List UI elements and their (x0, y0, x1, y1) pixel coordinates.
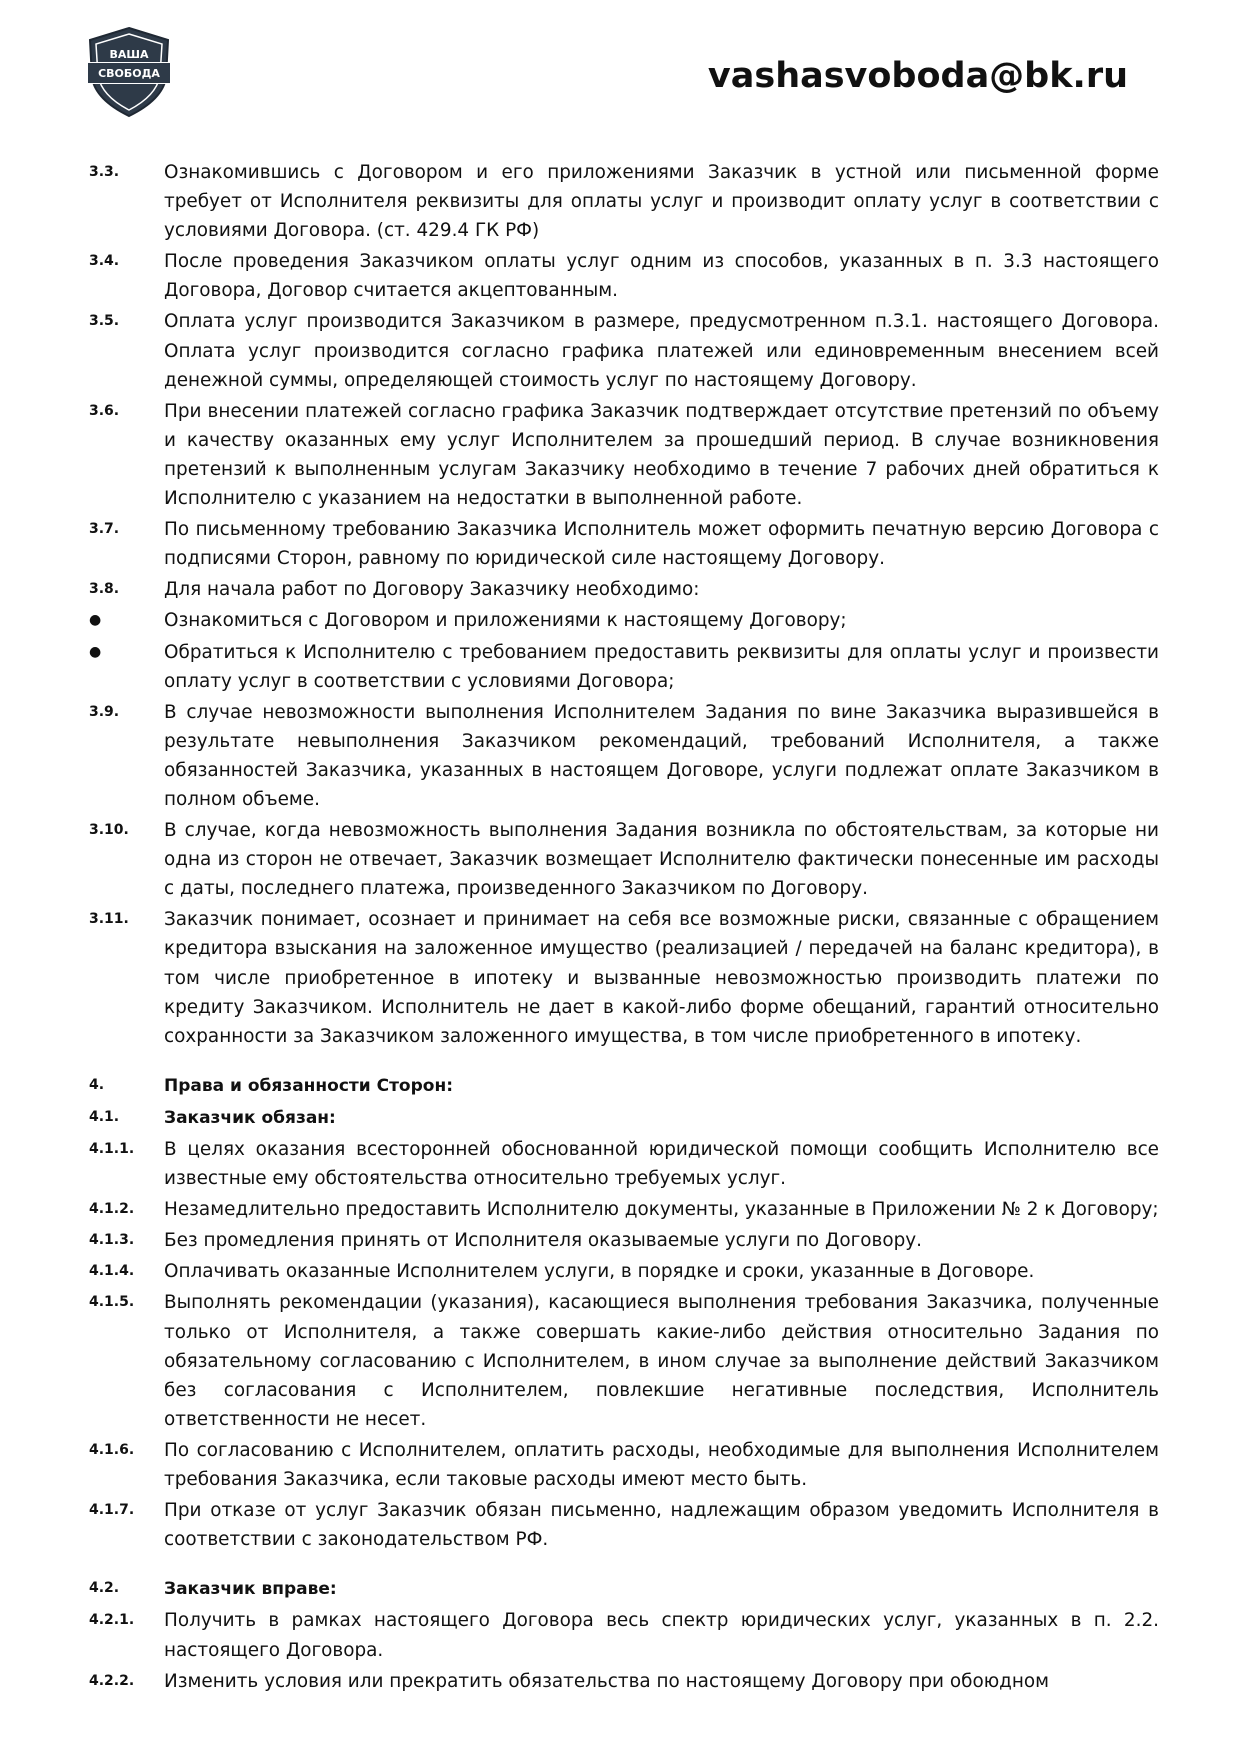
clause-number: 3.6. (89, 402, 120, 419)
section-gap (89, 1053, 1159, 1071)
clause-number: 4.1.3. (89, 1232, 135, 1249)
section-heading (89, 1574, 1159, 1604)
clause-paragraph (89, 816, 1159, 903)
clause-paragraph (89, 515, 1159, 573)
clause-text: Получить в рамках настоящего Договора весь спектр юридических услуг, указанных в п. 2.2. настоящего Договора. (164, 1610, 1159, 1661)
clause-text: Без промедления принять от Исполнителя оказываемые услуги по Договору. (164, 1230, 923, 1252)
clause-paragraph (89, 1606, 1159, 1664)
clause-number: 3.4. (89, 253, 120, 270)
contact-email: vashasvoboda@bk.ru (707, 56, 1128, 96)
clause-paragraph (89, 1135, 1159, 1193)
clause-number: 4.1.5. (89, 1294, 135, 1311)
clause-number: 4.2.2. (89, 1672, 135, 1689)
clause-text: Изменить условия или прекратить обязательства по настоящему Договору при обоюдном (164, 1670, 1050, 1692)
clause-text: Для начала работ по Договору Заказчику необходимо: (164, 579, 700, 601)
clause-paragraph (89, 247, 1159, 305)
section-gap (89, 1556, 1159, 1574)
clause-paragraph (89, 1257, 1159, 1286)
clause-text: После проведения Заказчиком оплаты услуг одним из способов, указанных в п. 3.3 настоящего Договора, Договор считается акцептованным. (164, 251, 1159, 302)
clause-text: Ознакомиться с Договором и приложениями к настоящему Договору; (164, 610, 847, 632)
clause-text: В случае, когда невозможность выполнения Задания возникла по обстоятельствам, за которые ни одна из сторон не отвечает, Заказчик возмещает Исполнителю фактически понесенные им расходы с даты, последнего платежа, произведенного Заказчиком по Договору. (164, 820, 1159, 900)
clause-paragraph (89, 1226, 1159, 1255)
clause-text: Заказчик вправе: (164, 1579, 337, 1600)
clause-text: Заказчик понимает, осознает и принимает на себя все возможные риски, связанные с обращением кредитора взыскания на заложенное имущество (реализацией / передачей на баланс кредитора), в том числе приобретенное в ипотеку и вызванные невозможностью производить платежи по кредиту Заказчиком. Исполнитель не дает в какой-либо форме обещаний, гарантий относительно сохранности за Заказчиком заложенного имущества, в том числе приобретенного в ипотеку. (164, 909, 1159, 1047)
clause-number: 4.1.6. (89, 1441, 135, 1458)
clause-number: 4.2.1. (89, 1612, 135, 1629)
clause-text: В целях оказания всесторонней обоснованной юридической помощи сообщить Исполнителю все известные ему обстоятельства относительно требуемых услуг. (164, 1139, 1159, 1190)
clause-number: 3.9. (89, 703, 120, 720)
clause-text: Незамедлительно предоставить Исполнителю документы, указанные в Приложении № 2 к Договору; (164, 1199, 1159, 1221)
clause-number: 3.8. (89, 581, 120, 598)
clause-number: 3.5. (89, 313, 120, 330)
clause-number: 3.3. (89, 164, 120, 180)
clause-text: Ознакомившись с Договором и его приложениями Заказчик в устной или письменной форме требует от Исполнителя реквизиты для оплаты услуг и производит оплату услуг в соответствии с условиями Договора. (ст. 429.4 ГК РФ) (164, 162, 1159, 242)
clause-text: В случае невозможности выполнения Исполнителем Задания по вине Заказчика выразившейся в результате невыполнения Заказчиком рекомендаций, требований Исполнителя, а также обязанностей Заказчика, указанных в настоящем Договоре, услуги подлежат оплате Заказчиком в полном объеме. (164, 701, 1159, 810)
clause-number: 4.1.1. (89, 1141, 135, 1157)
clause-text: Заказчик обязан: (164, 1107, 336, 1128)
clause-text: Оплата услуг производится Заказчиком в размере, предусмотренном п.3.1. настоящего Договора. Оплата услуг производится согласно графика платежей или единовременным внесением всей денежной суммы, определяющей стоимость услуг по настоящему Договору. (164, 311, 1159, 391)
clause-number: 3.11. (89, 911, 129, 928)
clause-number: 4.1.2. (89, 1201, 135, 1218)
clause-number: ● (89, 612, 102, 629)
clause-paragraph (89, 158, 1159, 245)
clause-paragraph (89, 905, 1159, 1050)
section-heading (89, 1071, 1159, 1101)
clause-text: Выполнять рекомендации (указания), касающиеся выполнения требования Заказчика, полученные только от Исполнителя, а также совершать какие-либо действия относительно Задания по обязательному согласованию с Исполнителем, в ином случае за выполнение действий Заказчиком без согласования с Исполнителем, повлекшие негативные последствия, Исполнитель ответственности не несет. (164, 1292, 1159, 1430)
clause-paragraph (89, 307, 1159, 394)
clause-number: ● (89, 643, 102, 660)
clause-paragraph (89, 1195, 1159, 1224)
clause-number: 4.2. (89, 1580, 120, 1597)
clause-number: 4.1.4. (89, 1263, 135, 1280)
clause-text: Оплачивать оказанные Исполнителем услуги, в порядке и сроки, указанные в Договоре. (164, 1261, 1035, 1283)
logo-text-line2: СВОБОДА (98, 67, 160, 80)
clause-number: 3.10. (89, 822, 129, 839)
clause-text: При внесении платежей согласно графика Заказчик подтверждает отсутствие претензий по объему и качеству оказанных ему услуг Исполнителем за прошедший период. В случае возникновения претензий к выполненным услугам Заказчику необходимо в течение 7 рабочих дней обратиться к Исполнителю с указанием на недостатки в выполненной работе. (164, 400, 1159, 510)
clause-paragraph (89, 1288, 1159, 1433)
clause-paragraph (89, 698, 1159, 814)
clause-paragraph (89, 575, 1159, 604)
clause-text: По письменному требованию Заказчика Исполнитель может оформить печатную версию Договора с подписями Сторон, равному по юридической силе настоящему Договору. (164, 519, 1159, 570)
clause-paragraph (89, 1667, 1159, 1696)
clause-number: 4.1.7. (89, 1502, 135, 1519)
bullet-item (89, 606, 1159, 635)
bullet-item (89, 638, 1159, 696)
clause-text: По согласованию с Исполнителем, оплатить расходы, необходимые для выполнения Исполнителем требования Заказчика, если таковые расходы имеют место быть. (164, 1439, 1159, 1491)
clause-number: 3.7. (89, 521, 120, 538)
clause-text: При отказе от услуг Заказчик обязан письменно, надлежащим образом уведомить Исполнителя в соответствии с законодательством РФ. (164, 1500, 1159, 1551)
clause-text: Обратиться к Исполнителю с требованием предоставить реквизиты для оплаты услуг и произвести оплату услуг в соответствии с условиями Договора; (164, 641, 1159, 692)
clause-number: 4.1. (89, 1108, 120, 1125)
clause-paragraph (89, 1496, 1159, 1554)
section-heading (89, 1103, 1159, 1133)
contract-body (89, 158, 1159, 1698)
clause-number: 4. (89, 1076, 105, 1093)
company-logo (86, 26, 172, 118)
clause-paragraph (89, 1436, 1159, 1494)
clause-text: Права и обязанности Сторон: (164, 1075, 453, 1096)
clause-paragraph (89, 397, 1159, 513)
logo-text-line1: ВАША (109, 48, 149, 61)
